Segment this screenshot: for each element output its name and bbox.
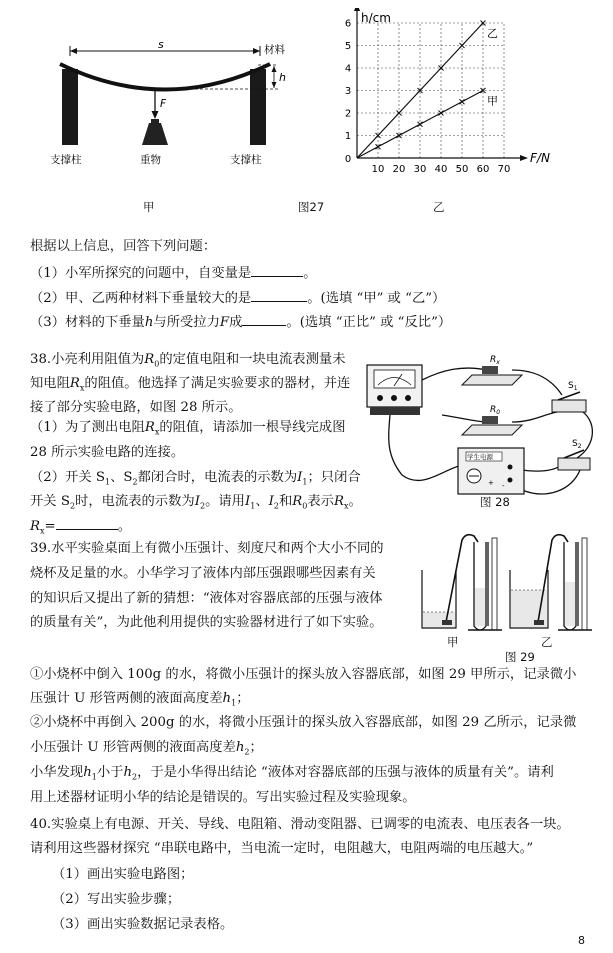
fig27-chart [335, 8, 580, 198]
q38-line1: 38.小亮利用阻值为$R_0$的定值电阻和一块电流表测量未 [30, 352, 346, 369]
q39-line8: 小压强计 U 形管两侧的液面高度差$h_2$； [30, 740, 263, 757]
q39-line10: 用上述器材证明小华的结论是错误的。写出实验过程及实验现象。 [30, 790, 416, 805]
fig28-power-label: 学生电源 [467, 453, 493, 461]
chart27-x-tick-label: 70 [497, 164, 511, 175]
q40-part1: （1）画出实验电路图； [52, 867, 194, 882]
q39-line6: 压强计 U 形管两侧的液面高度差$h_1$； [30, 691, 250, 708]
q37-part3: （3）材料的下垂量h与所受拉力F成 。(选填 “正比” 或 “反比”） [30, 311, 451, 332]
resistor-r0 [462, 425, 522, 435]
chart27-x-tick-label: 40 [434, 164, 448, 175]
fig29-caption: 图 29 [505, 650, 535, 664]
fig28-r0-label: $R_0$ [490, 405, 501, 416]
fig28-s2-label: $S_2$ [572, 439, 582, 450]
q38-line2: 知电阻$R_x$的阻值。他选择了满足实验要求的器材，并连 [30, 376, 351, 393]
q39-line4: 的质量有关”，为此他利用提供的实验器材进行了如下实验。 [30, 615, 383, 630]
switch-s2 [558, 458, 590, 470]
chart27-origin-label: 0 [344, 154, 352, 165]
q39-line9: 小华发现$h_1$小于$h_2$，于是小华得出结论 “液体对容器底部的压强与液体的质量有关”。请利 [30, 765, 554, 782]
fig27-sub-label-left: 甲 [143, 200, 155, 214]
chart27-y-tick-label: 3 [344, 86, 352, 97]
page-number: 8 [578, 934, 585, 947]
q37-part1: （1）小军所探究的问题中，自变量是 。 [30, 262, 317, 283]
q39-line7: ②小烧杯中再倒入 200g 的水，将微小压强计的探头放入容器底部，如图 29 乙所示，记录微 [30, 715, 577, 730]
chart27-x-tick-label: 60 [476, 164, 490, 175]
q39-line2: 烧杯及足量的水。小华学习了液体内部压强跟哪些因素有关 [30, 566, 376, 581]
q40-line1: 40.实验桌上有电源、开关、导线、电阻箱、滑动变阻器、已调零的电流表、电压表各一块。 [30, 817, 570, 832]
fig28-rx-label: $R_x$ [490, 355, 500, 366]
chart27-y-axis-arrow [354, 8, 360, 11]
svg-text:-: - [502, 482, 505, 490]
left-support [62, 69, 78, 145]
right-support [250, 69, 266, 145]
q38-answer-blank[interactable] [56, 515, 118, 530]
q40-line2: 请利用这些器材探究 “串联电路中，当电流一定时，电阻越大，电阻两端的电压越大。” [30, 841, 534, 856]
q37-blank3[interactable] [242, 311, 286, 326]
chart27-x-axis-arrow [520, 155, 528, 161]
q37-blank2[interactable] [251, 287, 307, 302]
q40-part3: （3）画出实验数据记录表格。 [52, 917, 234, 932]
chart27-x-tick-label: 30 [413, 164, 427, 175]
fig27-material-label: 材料 [264, 44, 285, 56]
chart27-y-axis-label: h/cm [361, 11, 391, 25]
resistor-rx [462, 375, 522, 385]
q38-line7: 开关 $S_2$时，电流表的示数为$I_2$。请用$I_1$、$I_2$和$R_0$表示$R_x$。 [30, 494, 362, 511]
q38-line3: 接了部分实验电路，如图 28 所示。 [30, 400, 242, 415]
fig27-support-left-label: 支撑柱 [50, 154, 82, 166]
chart27-y-tick-label: 6 [344, 18, 352, 30]
chart27-series-label: 乙 [487, 27, 498, 40]
fig28-caption: 图 28 [480, 495, 510, 509]
q39-line1: 39.水平实验桌面上有微小压强计、刻度尺和两个大小不同的 [30, 541, 384, 556]
fig28-s1-label: $S_1$ [568, 381, 578, 392]
fig27-h-label: h [279, 71, 286, 84]
material-strip [60, 64, 270, 90]
weight-icon [142, 123, 168, 145]
chart27-series-label: 甲 [487, 94, 498, 108]
svg-text:+: + [488, 479, 494, 487]
fig28-circuit [362, 340, 602, 512]
q38-line8: $R_x=$ 。 [30, 515, 131, 541]
chart27-y-tick-label: 1 [344, 131, 352, 142]
fig29-label-b: 乙 [541, 635, 553, 649]
intro-text: 根据以上信息，回答下列问题： [30, 239, 217, 254]
chart27-x-axis-label: F/N [530, 151, 550, 165]
fig27-diagram [50, 35, 300, 190]
q38-line4: （1）为了测出电阻$R_x$的阻值，请添加一根导线完成图 [30, 420, 346, 437]
fig27-caption: 图27 [298, 200, 325, 214]
chart27-x-tick-label: 20 [392, 164, 406, 175]
chart27-x-tick-label: 10 [371, 164, 385, 175]
q38-line6: （2）开关 $S_1$、$S_2$都闭合时，电流表的示数为$I_1$；只闭合 [30, 470, 361, 487]
fig27-sub-label-right: 乙 [433, 200, 445, 214]
chart27-x-tick-label: 50 [455, 164, 469, 175]
fig29-diagram [418, 530, 598, 640]
fig27-support-right-label: 支撑柱 [230, 154, 262, 166]
q40-part2: （2）写出实验步骤； [52, 892, 181, 907]
fig27-force-label: F [160, 98, 167, 110]
q37-blank1[interactable] [251, 262, 303, 277]
fig29-setup-b [510, 535, 592, 630]
chart27-y-tick-label: 2 [344, 108, 352, 120]
chart27-y-tick-label: 5 [344, 41, 352, 52]
q39-line5: ①小烧杯中倒入 100g 的水，将微小压强计的探头放入容器底部，如图 29 甲所示，记录微小 [30, 667, 577, 682]
switch-s1 [552, 400, 586, 412]
q38-line5: 28 所示实验电路的连接。 [30, 445, 185, 460]
fig27-s-label: s [158, 38, 164, 51]
fig27-weight-label: 重物 [140, 154, 161, 166]
q37-part2: （2）甲、乙两种材料下垂量较大的是 。(选填 “甲” 或 “乙”） [30, 287, 445, 308]
fig29-setup-a [422, 535, 502, 630]
q39-line3: 的知识后又提出了新的猜想：“液体对容器底部的压强与液体 [30, 591, 383, 606]
fig29-label-a: 甲 [447, 635, 459, 649]
chart27-y-tick-label: 4 [344, 63, 352, 75]
